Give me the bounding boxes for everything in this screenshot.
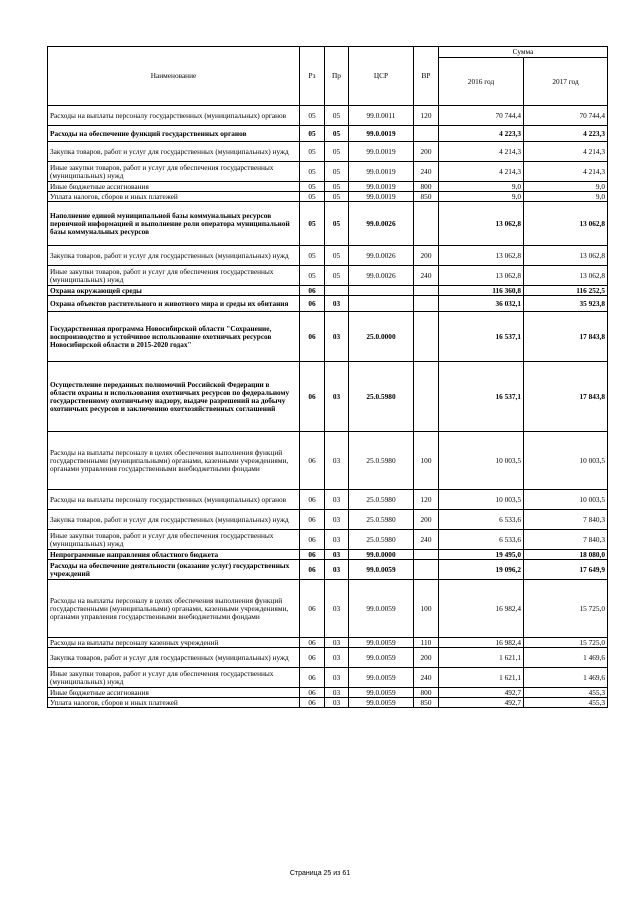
row-sum-2017-cell: 116 252,5 — [524, 286, 608, 296]
table-row — [48, 668, 608, 688]
row-sum-2017-cell: 13 062,8 — [524, 246, 608, 266]
row-sum-2017-cell: 9,0 — [524, 182, 608, 192]
row-name-cell: Закупка товаров, работ и услуг для государственных (муниципальных) нужд — [48, 510, 300, 530]
table-row — [48, 162, 608, 182]
row-name-cell: Расходы на обеспечение деятельности (оказание услуг) государственных учреждений — [48, 560, 300, 580]
col-header-vr: ВР — [414, 47, 439, 106]
row-sum-2017-cell: 7 840,3 — [524, 530, 608, 550]
row-pr-cell: 03 — [325, 510, 349, 530]
row-pr-cell: 03 — [325, 668, 349, 688]
row-sum-2016-cell: 116 360,8 — [439, 286, 524, 296]
row-name-cell: Иные закупки товаров, работ и услуг для обеспечения государственных (муниципальных) нужд — [48, 530, 300, 550]
row-sum-2016-cell: 4 214,3 — [439, 162, 524, 182]
row-sum-2017-cell: 455,3 — [524, 698, 608, 708]
row-csr-cell: 99.0.0059 — [349, 698, 414, 708]
row-sum-2016-cell: 9,0 — [439, 182, 524, 192]
row-sum-2016-cell: 13 062,8 — [439, 202, 524, 246]
row-rz-cell: 05 — [300, 182, 325, 192]
row-sum-2016-cell: 4 223,3 — [439, 126, 524, 142]
row-rz-cell: 06 — [300, 530, 325, 550]
table-row — [48, 688, 608, 698]
row-pr-cell: 05 — [325, 162, 349, 182]
row-csr-cell: 25.0.5980 — [349, 362, 414, 432]
row-csr-cell: 25.0.5980 — [349, 432, 414, 490]
row-csr-cell: 99.0.0059 — [349, 668, 414, 688]
table-row — [48, 312, 608, 362]
row-sum-2017-cell: 15 725,0 — [524, 638, 608, 648]
row-name-cell: Закупка товаров, работ и услуг для государственных (муниципальных) нужд — [48, 246, 300, 266]
row-sum-2017-cell: 35 923,8 — [524, 296, 608, 312]
table-row — [48, 698, 608, 708]
row-csr-cell: 99.0.0019 — [349, 192, 414, 202]
col-header-2017: 2017 год — [524, 58, 608, 106]
row-csr-cell: 99.0.0026 — [349, 246, 414, 266]
row-sum-2016-cell: 6 533,6 — [439, 530, 524, 550]
row-csr-cell — [349, 286, 414, 296]
row-rz-cell: 06 — [300, 580, 325, 638]
row-sum-2016-cell: 13 062,8 — [439, 246, 524, 266]
row-name-cell: Расходы на выплаты персоналу государственных (муниципальных) органов — [48, 106, 300, 126]
row-name-cell: Иные закупки товаров, работ и услуг для обеспечения государственных (муниципальных) нужд — [48, 162, 300, 182]
row-vr-cell: 100 — [414, 580, 439, 638]
row-pr-cell: 05 — [325, 126, 349, 142]
row-rz-cell: 05 — [300, 202, 325, 246]
row-vr-cell: 110 — [414, 638, 439, 648]
row-name-cell: Расходы на выплаты персоналу казенных учреждений — [48, 638, 300, 648]
row-sum-2017-cell: 13 062,8 — [524, 266, 608, 286]
row-pr-cell: 05 — [325, 266, 349, 286]
row-sum-2016-cell: 16 537,1 — [439, 362, 524, 432]
table-row — [48, 192, 608, 202]
row-sum-2016-cell: 10 003,5 — [439, 432, 524, 490]
row-pr-cell: 05 — [325, 202, 349, 246]
row-name-cell: Закупка товаров, работ и услуг для государственных (муниципальных) нужд — [48, 142, 300, 162]
col-header-csr: ЦСР — [349, 47, 414, 106]
row-vr-cell — [414, 362, 439, 432]
row-sum-2016-cell: 16 537,1 — [439, 312, 524, 362]
budget-table — [47, 46, 608, 708]
row-vr-cell: 200 — [414, 246, 439, 266]
row-csr-cell: 25.0.5980 — [349, 510, 414, 530]
row-sum-2016-cell: 13 062,8 — [439, 266, 524, 286]
row-csr-cell: 99.0.0026 — [349, 266, 414, 286]
row-name-cell: Иные бюджетные ассигнования — [48, 182, 300, 192]
row-name-cell: Расходы на выплаты персоналу в целях обеспечения выполнения функций государственными (муниципальными) органами, казенными учреждениями, органами управления государственными внебюджетными фондами — [48, 580, 300, 638]
budget-table-body — [48, 106, 608, 708]
row-name-cell: Государственная программа Новосибирской области "Сохранение, воспроизводство и устойчивое использование охотничьих ресурсов Новосибирской области в 2015-2020 годах" — [48, 312, 300, 362]
row-sum-2017-cell: 10 003,5 — [524, 490, 608, 510]
row-sum-2017-cell: 18 080,0 — [524, 550, 608, 560]
row-rz-cell: 05 — [300, 246, 325, 266]
row-rz-cell: 06 — [300, 286, 325, 296]
row-name-cell: Расходы на обеспечение функций государственных органов — [48, 126, 300, 142]
row-rz-cell: 05 — [300, 266, 325, 286]
row-pr-cell: 03 — [325, 688, 349, 698]
row-vr-cell: 200 — [414, 648, 439, 668]
row-vr-cell: 120 — [414, 106, 439, 126]
row-csr-cell: 25.0.5980 — [349, 530, 414, 550]
row-vr-cell: 200 — [414, 142, 439, 162]
row-name-cell: Расходы на выплаты персоналу в целях обеспечения выполнения функций государственными (муниципальными) органами, казенными учреждениями, органами управления государственными внебюджетными фондами — [48, 432, 300, 490]
col-header-sum: Сумма — [439, 47, 608, 58]
table-row — [48, 142, 608, 162]
table-row — [48, 182, 608, 192]
col-header-rz: Рз — [300, 47, 325, 106]
row-sum-2016-cell: 16 982,4 — [439, 638, 524, 648]
row-pr-cell: 05 — [325, 106, 349, 126]
table-row — [48, 510, 608, 530]
row-vr-cell — [414, 560, 439, 580]
row-sum-2017-cell: 4 223,3 — [524, 126, 608, 142]
row-vr-cell — [414, 126, 439, 142]
row-name-cell: Уплата налогов, сборов и иных платежей — [48, 698, 300, 708]
row-pr-cell: 03 — [325, 362, 349, 432]
row-vr-cell: 800 — [414, 182, 439, 192]
row-rz-cell: 06 — [300, 560, 325, 580]
row-vr-cell: 240 — [414, 266, 439, 286]
table-row — [48, 432, 608, 490]
row-rz-cell: 05 — [300, 106, 325, 126]
row-sum-2017-cell: 70 744,4 — [524, 106, 608, 126]
row-pr-cell: 05 — [325, 246, 349, 266]
row-pr-cell — [325, 286, 349, 296]
row-csr-cell: 25.0.5980 — [349, 490, 414, 510]
table-row — [48, 202, 608, 246]
row-pr-cell: 05 — [325, 192, 349, 202]
row-rz-cell: 06 — [300, 296, 325, 312]
row-rz-cell: 05 — [300, 192, 325, 202]
row-csr-cell: 25.0.0000 — [349, 312, 414, 362]
table-row — [48, 550, 608, 560]
row-vr-cell: 120 — [414, 490, 439, 510]
row-name-cell: Осуществление переданных полномочий Российской Федерации в области охраны и использования охотничьих ресурсов по федеральному государственному охотничьему надзору, выдаче разрешений на добычу охотничьих ресурсов и заключению охотхозяйственных соглашений — [48, 362, 300, 432]
row-rz-cell: 06 — [300, 550, 325, 560]
table-row — [48, 246, 608, 266]
table-row — [48, 530, 608, 550]
row-rz-cell: 06 — [300, 432, 325, 490]
row-sum-2016-cell: 9,0 — [439, 192, 524, 202]
row-sum-2016-cell: 1 621,1 — [439, 648, 524, 668]
row-sum-2016-cell: 36 032,1 — [439, 296, 524, 312]
row-sum-2016-cell: 492,7 — [439, 688, 524, 698]
row-vr-cell: 240 — [414, 668, 439, 688]
row-sum-2017-cell: 9,0 — [524, 192, 608, 202]
table-row — [48, 580, 608, 638]
row-pr-cell: 03 — [325, 490, 349, 510]
table-row — [48, 560, 608, 580]
row-name-cell: Уплата налогов, сборов и иных платежей — [48, 192, 300, 202]
row-pr-cell: 03 — [325, 580, 349, 638]
row-sum-2017-cell: 7 840,3 — [524, 510, 608, 530]
row-rz-cell: 06 — [300, 312, 325, 362]
table-row — [48, 286, 608, 296]
row-pr-cell: 03 — [325, 638, 349, 648]
row-vr-cell — [414, 296, 439, 312]
row-sum-2017-cell: 4 214,3 — [524, 142, 608, 162]
row-vr-cell — [414, 312, 439, 362]
row-csr-cell: 99.0.0019 — [349, 142, 414, 162]
row-vr-cell — [414, 202, 439, 246]
page-number: Страница 25 из 61 — [289, 870, 351, 877]
row-rz-cell: 06 — [300, 510, 325, 530]
row-sum-2017-cell: 17 843,8 — [524, 362, 608, 432]
row-pr-cell: 03 — [325, 550, 349, 560]
col-header-name: Наименование — [48, 47, 300, 106]
row-rz-cell: 06 — [300, 648, 325, 668]
row-vr-cell: 200 — [414, 510, 439, 530]
row-pr-cell: 03 — [325, 560, 349, 580]
row-csr-cell: 99.0.0059 — [349, 688, 414, 698]
row-csr-cell: 99.0.0059 — [349, 580, 414, 638]
row-rz-cell: 06 — [300, 362, 325, 432]
row-sum-2016-cell: 10 003,5 — [439, 490, 524, 510]
row-rz-cell: 06 — [300, 688, 325, 698]
table-row — [48, 648, 608, 668]
row-sum-2017-cell: 1 469,6 — [524, 648, 608, 668]
row-vr-cell: 100 — [414, 432, 439, 490]
row-rz-cell: 06 — [300, 698, 325, 708]
row-sum-2017-cell: 17 843,8 — [524, 312, 608, 362]
row-name-cell: Непрограммные направления областного бюджета — [48, 550, 300, 560]
row-sum-2016-cell: 1 621,1 — [439, 668, 524, 688]
row-csr-cell: 99.0.0019 — [349, 126, 414, 142]
col-header-2016: 2016 год — [439, 58, 524, 106]
row-vr-cell: 850 — [414, 192, 439, 202]
row-name-cell: Иные бюджетные ассигнования — [48, 688, 300, 698]
row-sum-2017-cell: 17 649,9 — [524, 560, 608, 580]
table-row — [48, 490, 608, 510]
row-name-cell: Охрана объектов растительного и животного мира и среды их обитания — [48, 296, 300, 312]
table-row — [48, 106, 608, 126]
row-sum-2016-cell: 4 214,3 — [439, 142, 524, 162]
row-name-cell: Охрана окружающей среды — [48, 286, 300, 296]
row-csr-cell — [349, 296, 414, 312]
row-rz-cell: 06 — [300, 490, 325, 510]
row-sum-2017-cell: 15 725,0 — [524, 580, 608, 638]
row-name-cell: Расходы на выплаты персоналу государственных (муниципальных) органов — [48, 490, 300, 510]
row-pr-cell: 03 — [325, 648, 349, 668]
row-sum-2016-cell: 70 744,4 — [439, 106, 524, 126]
row-csr-cell: 99.0.0019 — [349, 162, 414, 182]
row-sum-2016-cell: 16 982,4 — [439, 580, 524, 638]
row-vr-cell: 800 — [414, 688, 439, 698]
row-csr-cell: 99.0.0019 — [349, 182, 414, 192]
row-pr-cell: 05 — [325, 182, 349, 192]
table-row — [48, 362, 608, 432]
row-rz-cell: 05 — [300, 126, 325, 142]
row-csr-cell: 99.0.0000 — [349, 550, 414, 560]
row-sum-2016-cell: 492,7 — [439, 698, 524, 708]
row-rz-cell: 05 — [300, 162, 325, 182]
row-vr-cell — [414, 286, 439, 296]
row-rz-cell: 06 — [300, 638, 325, 648]
row-pr-cell: 05 — [325, 142, 349, 162]
row-pr-cell: 03 — [325, 312, 349, 362]
row-sum-2016-cell: 19 495,0 — [439, 550, 524, 560]
row-sum-2017-cell: 455,3 — [524, 688, 608, 698]
table-row — [48, 126, 608, 142]
row-csr-cell: 99.0.0026 — [349, 202, 414, 246]
col-header-pr: Пр — [325, 47, 349, 106]
row-csr-cell: 99.0.0011 — [349, 106, 414, 126]
row-pr-cell: 03 — [325, 296, 349, 312]
row-sum-2017-cell: 1 469,6 — [524, 668, 608, 688]
row-name-cell: Иные закупки товаров, работ и услуг для обеспечения государственных (муниципальных) нужд — [48, 266, 300, 286]
row-vr-cell: 850 — [414, 698, 439, 708]
row-csr-cell: 99.0.0059 — [349, 648, 414, 668]
row-rz-cell: 05 — [300, 142, 325, 162]
row-name-cell: Иные закупки товаров, работ и услуг для обеспечения государственных (муниципальных) нужд — [48, 668, 300, 688]
row-vr-cell — [414, 550, 439, 560]
row-sum-2017-cell: 4 214,3 — [524, 162, 608, 182]
table-row — [48, 266, 608, 286]
row-sum-2017-cell: 10 003,5 — [524, 432, 608, 490]
row-vr-cell: 240 — [414, 530, 439, 550]
row-csr-cell: 99.0.0059 — [349, 560, 414, 580]
row-pr-cell: 03 — [325, 530, 349, 550]
row-vr-cell: 240 — [414, 162, 439, 182]
row-sum-2016-cell: 19 096,2 — [439, 560, 524, 580]
row-pr-cell: 03 — [325, 432, 349, 490]
row-sum-2016-cell: 6 533,6 — [439, 510, 524, 530]
row-rz-cell: 06 — [300, 668, 325, 688]
row-pr-cell: 03 — [325, 698, 349, 708]
table-row — [48, 638, 608, 648]
table-row — [48, 296, 608, 312]
row-sum-2017-cell: 13 062,8 — [524, 202, 608, 246]
row-csr-cell: 99.0.0059 — [349, 638, 414, 648]
row-name-cell: Закупка товаров, работ и услуг для государственных (муниципальных) нужд — [48, 648, 300, 668]
row-name-cell: Наполнение единой муниципальной базы коммунальных ресурсов первичной информацией и выполнение роли оператора муниципальной базы коммунальных ресурсов — [48, 202, 300, 246]
